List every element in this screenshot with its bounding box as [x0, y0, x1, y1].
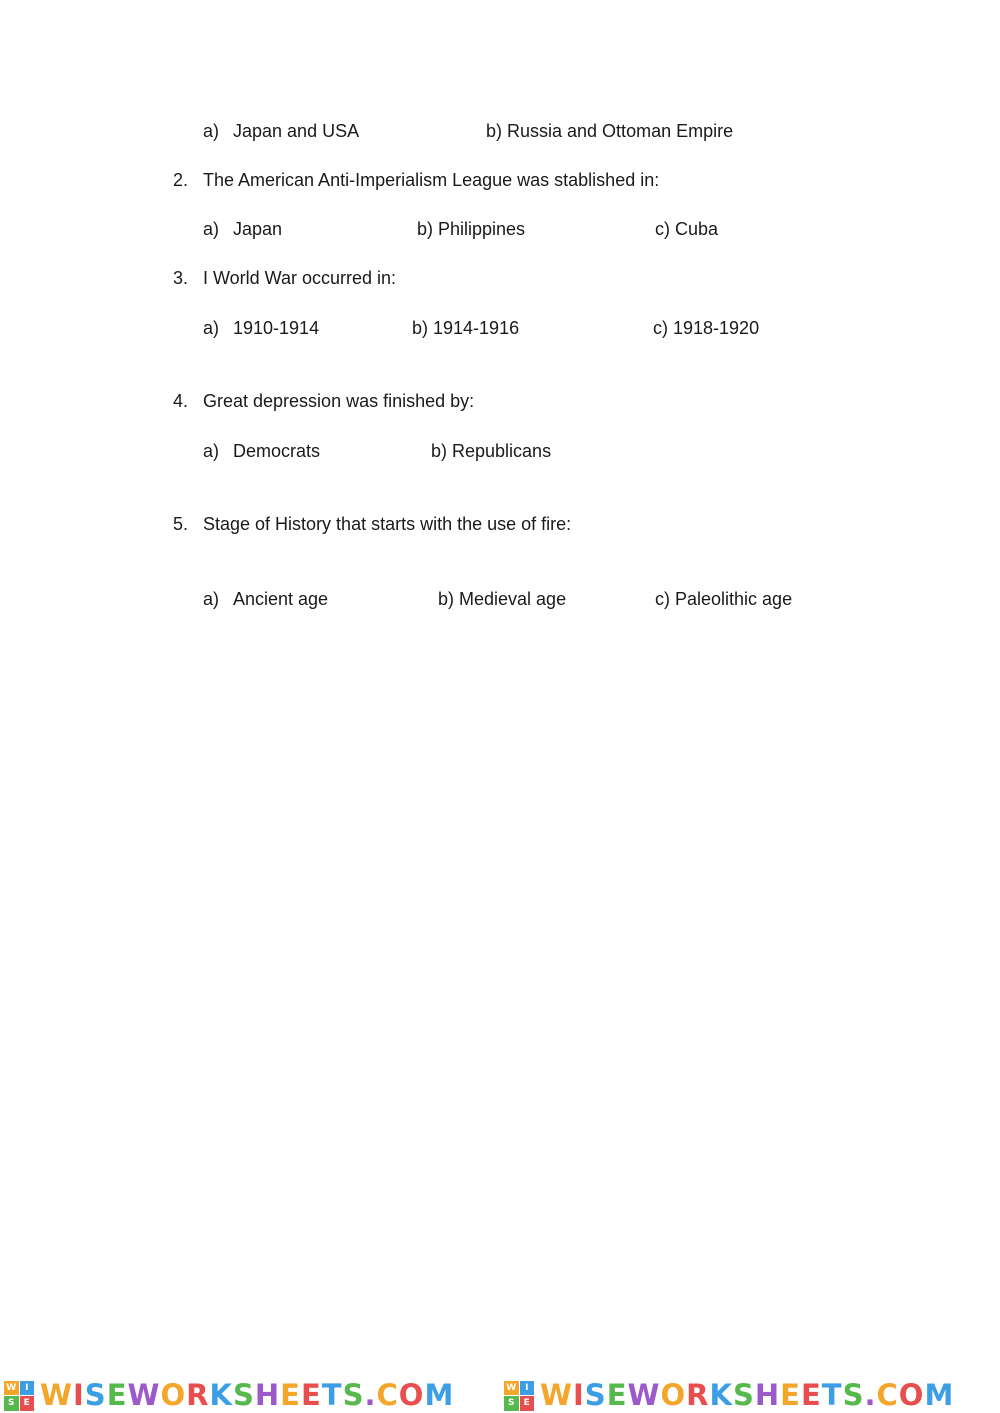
q2-option-b: b) Philippines — [417, 219, 526, 239]
question-number: 2. — [173, 170, 189, 190]
q2-option-c: c) Cuba — [655, 219, 719, 239]
q1-option-b: b) Russia and Ottoman Empire — [486, 121, 734, 141]
q5-option-a-label: a) — [203, 589, 220, 609]
q3-option-a-label: a) — [203, 318, 220, 338]
question-number: 3. — [173, 268, 189, 288]
logo-letter: E — [20, 1396, 35, 1411]
wise-logo-icon — [504, 1381, 534, 1411]
question-text: Stage of History that starts with the use of fire: — [203, 514, 572, 534]
q2-option-a: Japan — [233, 219, 283, 239]
logo-letter: S — [504, 1396, 519, 1411]
logo-letter: E — [520, 1396, 535, 1411]
brand-wordmark: WISEWORKSHEETS.COM — [40, 1378, 455, 1412]
q5-option-c: c) Paleolithic age — [655, 589, 793, 609]
question-text: I World War occurred in: — [203, 268, 397, 288]
q3-option-b: b) 1914-1916 — [412, 318, 520, 338]
q5-option-a: Ancient age — [233, 589, 329, 609]
brand-1 — [4, 1378, 454, 1413]
q3-option-a: 1910-1914 — [233, 318, 320, 338]
brand-wordmark: WISEWORKSHEETS.COM — [540, 1378, 955, 1412]
logo-letter: S — [4, 1396, 19, 1411]
q2-option-a-label: a) — [203, 219, 220, 239]
brand-2 — [504, 1378, 954, 1413]
footer-watermark — [0, 1378, 1000, 1413]
q1-option-a: Japan and USA — [233, 121, 360, 141]
question-number: 4. — [173, 391, 189, 411]
q3-option-c: c) 1918-1920 — [653, 318, 760, 338]
q5-option-b: b) Medieval age — [438, 589, 567, 609]
q4-option-a-label: a) — [203, 441, 220, 461]
q1-option-a-label: a) — [203, 121, 220, 141]
wise-logo-icon — [4, 1381, 34, 1411]
logo-letter: W — [4, 1381, 19, 1396]
question-text: Great depression was finished by: — [203, 391, 475, 411]
q4-option-a: Democrats — [233, 441, 321, 461]
q4-option-b: b) Republicans — [431, 441, 552, 461]
logo-letter: W — [504, 1381, 519, 1396]
logo-letter: I — [20, 1381, 35, 1396]
question-text: The American Anti-Imperialism League was stablished in: — [203, 170, 660, 190]
logo-letter: I — [520, 1381, 535, 1396]
question-number: 5. — [173, 514, 189, 534]
